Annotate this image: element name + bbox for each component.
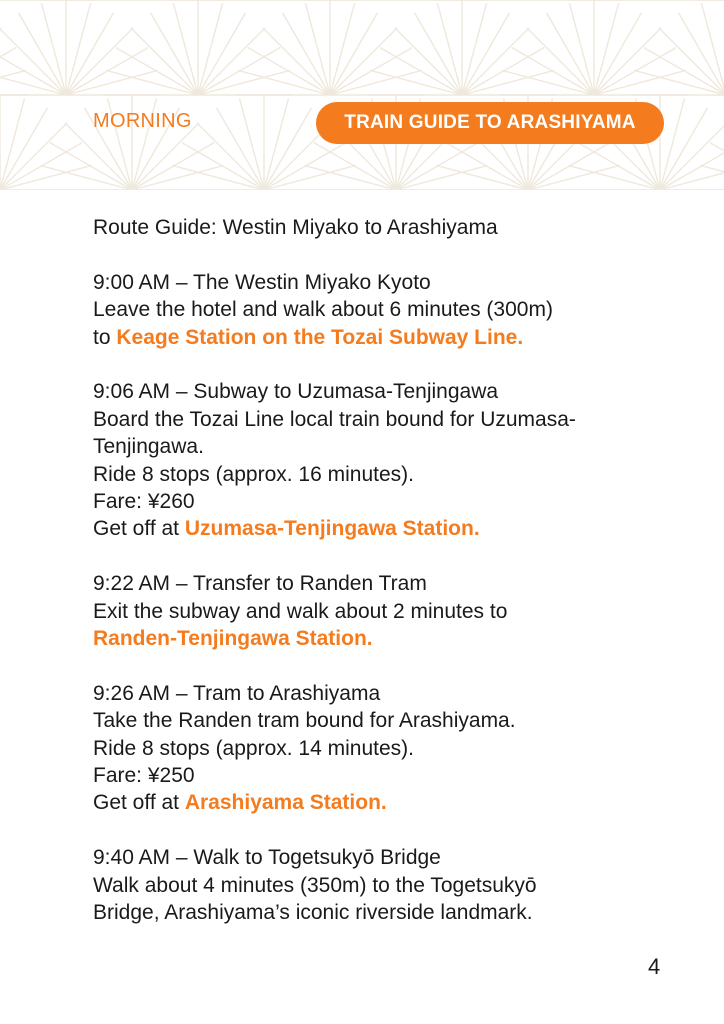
step-text-prefix: to xyxy=(93,325,117,349)
step-text: Ride 8 stops (approx. 14 minutes). xyxy=(93,736,414,760)
step-5 xyxy=(93,844,653,926)
step-4 xyxy=(93,680,653,817)
guide-title-block xyxy=(93,214,653,241)
step-2 xyxy=(93,378,653,542)
page-header xyxy=(0,0,724,190)
section-label: MORNING xyxy=(93,110,192,132)
step-heading: 9:22 AM – Transfer to Randen Tram xyxy=(93,572,427,596)
station-highlight: Keage Station on the Tozai Subway Line. xyxy=(116,325,524,349)
station-highlight: Randen-Tenjingawa Station. xyxy=(93,627,373,651)
station-highlight: Uzumasa-Tenjingawa Station. xyxy=(184,517,480,541)
step-text: Walk about 4 minutes (350m) to the Togetsukyō xyxy=(93,873,537,897)
step-text xyxy=(93,324,653,351)
route-guide xyxy=(93,214,653,954)
station-highlight: Arashiyama Station. xyxy=(184,791,387,815)
step-text: Tenjingawa. xyxy=(93,435,204,459)
fare-text: Fare: ¥250 xyxy=(93,764,195,788)
step-text: Bridge, Arashiyama’s iconic riverside landmark. xyxy=(93,901,533,925)
guide-title: Route Guide: Westin Miyako to Arashiyama xyxy=(93,216,498,239)
step-text: Exit the subway and walk about 2 minutes to xyxy=(93,599,508,623)
step-text xyxy=(93,789,653,816)
page-number: 4 xyxy=(648,954,661,979)
step-text: Board the Tozai Line local train bound for Uzumasa- xyxy=(93,407,576,431)
step-text xyxy=(93,515,653,542)
step-3 xyxy=(93,570,653,652)
step-heading: 9:26 AM – Tram to Arashiyama xyxy=(93,681,381,705)
step-text: Ride 8 stops (approx. 16 minutes). xyxy=(93,462,414,486)
step-heading: 9:00 AM – The Westin Miyako Kyoto xyxy=(93,270,431,294)
step-text-prefix: Get off at xyxy=(93,791,185,815)
step-1 xyxy=(93,269,653,351)
step-text-prefix: Get off at xyxy=(93,517,185,541)
step-heading: 9:06 AM – Subway to Uzumasa-Tenjingawa xyxy=(93,380,499,404)
fare-text: Fare: ¥260 xyxy=(93,490,195,514)
title-pill: TRAIN GUIDE TO ARASHIYAMA xyxy=(316,102,664,144)
step-text: Leave the hotel and walk about 6 minutes (300m) xyxy=(93,298,553,322)
step-heading: 9:40 AM – Walk to Togetsukyō Bridge xyxy=(93,846,441,870)
step-text: Take the Randen tram bound for Arashiyama. xyxy=(93,709,516,733)
